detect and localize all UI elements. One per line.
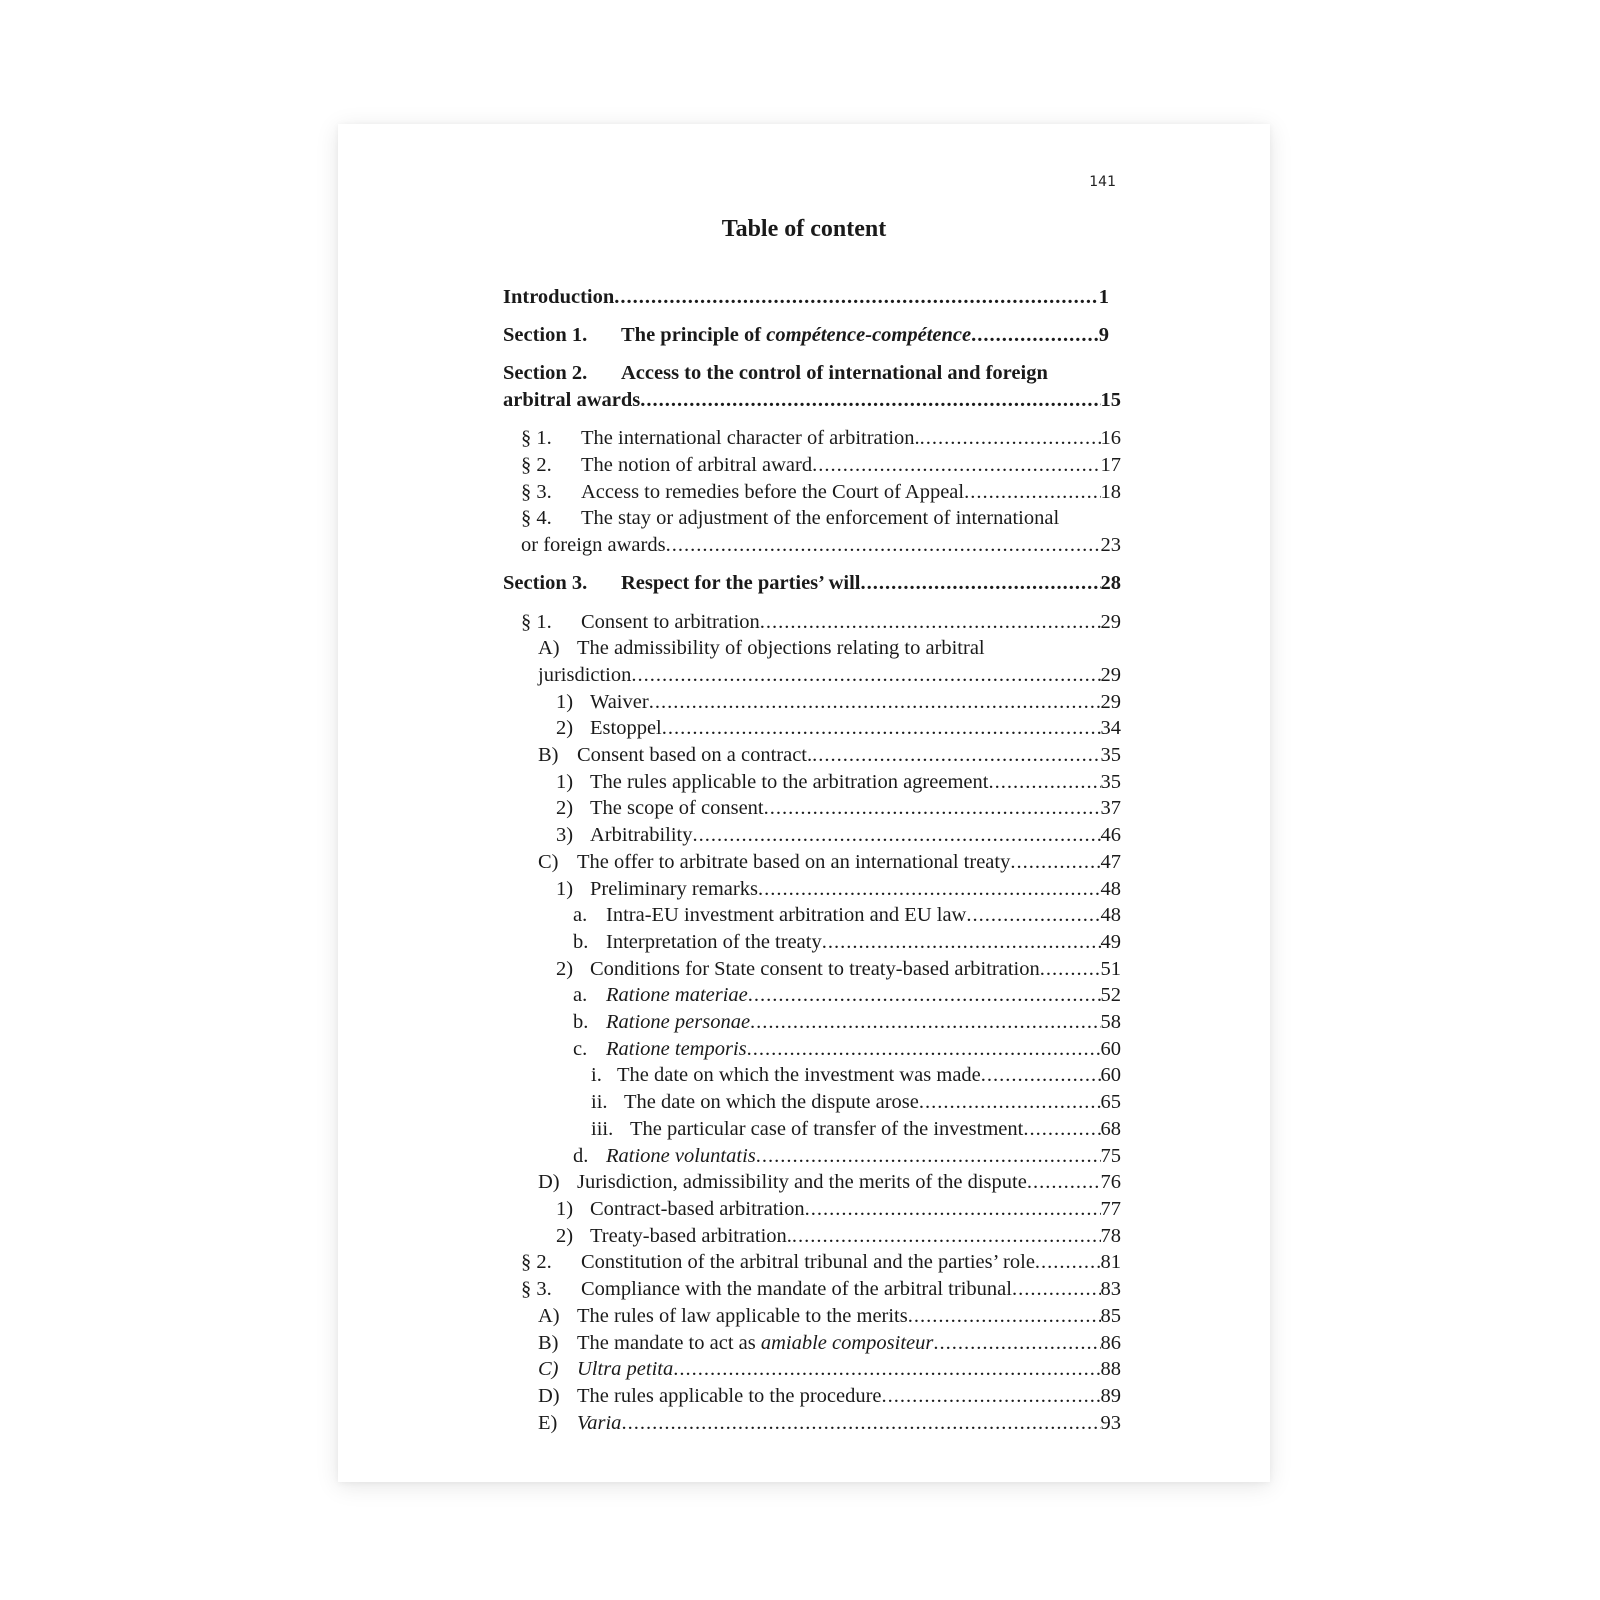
- toc-entry-title: Interpretation of the treaty: [606, 930, 822, 953]
- toc-entry-page: 48: [1100, 904, 1121, 927]
- toc-entry-number: § 1.: [521, 427, 552, 450]
- toc-entry-number: § 4.: [521, 507, 552, 530]
- dot-leader: [747, 1036, 1101, 1063]
- dot-leader: [988, 769, 1100, 796]
- dot-leader: [1027, 1169, 1101, 1196]
- toc-entry-page: 81: [1100, 1251, 1121, 1274]
- toc-entry-page: 49: [1100, 930, 1121, 953]
- toc-entry-s3-p1-c-2-c-ii[interactable]: [503, 1089, 1121, 1116]
- toc-entry-title: Respect for the parties’ will: [621, 572, 861, 595]
- toc-entry-page: 34: [1100, 717, 1121, 740]
- toc-entry-page: 48: [1100, 877, 1121, 900]
- dot-leader: [760, 609, 1101, 636]
- toc-entry-page: 35: [1100, 770, 1121, 793]
- toc-entry-number: § 2.: [521, 1251, 552, 1274]
- dot-leader: [640, 387, 1100, 414]
- toc-entry-title: The stay or adjustment of the enforcement of international: [581, 507, 1060, 530]
- dot-leader: [882, 1383, 1101, 1410]
- toc-entry-section-3[interactable]: [503, 570, 1121, 597]
- dot-leader: [1010, 849, 1100, 876]
- toc-entry-title: The principle of: [621, 324, 767, 347]
- toc-entry-s3-par-1[interactable]: [503, 609, 1121, 636]
- dot-leader: [971, 322, 1099, 349]
- toc-entry-page: 93: [1100, 1411, 1121, 1434]
- toc-entry-s3-p3-a[interactable]: [503, 1303, 1121, 1330]
- toc-entry-s3-p1-c-1-b[interactable]: [503, 929, 1121, 956]
- toc-entry-page: 85: [1100, 1304, 1121, 1327]
- toc-entry-number: Section 1.: [503, 324, 588, 347]
- toc-entry-title: Jurisdiction, admissibility and the merits of the dispute: [577, 1171, 1027, 1194]
- toc-entry-number: § 3.: [521, 1278, 552, 1301]
- toc-entry-s3-p1-a[interactable]: [503, 635, 1121, 688]
- toc-entry-title-continued: arbitral awards: [503, 389, 641, 412]
- dot-leader: [964, 479, 1100, 506]
- toc-entry-title: The mandate to act as: [577, 1331, 761, 1354]
- toc-entry-number: D): [538, 1384, 560, 1407]
- toc-entry-number: Section 3.: [503, 572, 588, 595]
- toc-entry-title: The international character of arbitration.: [581, 427, 920, 450]
- toc-entry-page: 46: [1100, 824, 1121, 847]
- toc-entry-number: A): [538, 637, 560, 660]
- toc-entry-s3-p1-d[interactable]: [503, 1169, 1121, 1196]
- toc-entry-s3-p1-c-2-d[interactable]: [503, 1143, 1121, 1170]
- dot-leader: [750, 1009, 1100, 1036]
- toc-entry-number: B): [538, 744, 559, 767]
- toc-entry-page: 1: [1098, 286, 1109, 308]
- toc-entry-number: 1): [556, 690, 574, 713]
- dot-leader: [621, 1410, 1100, 1437]
- toc-entry-s3-p1-b-3[interactable]: [503, 822, 1121, 849]
- dot-leader: [692, 822, 1100, 849]
- toc-entry-s3-p1-d-1[interactable]: [503, 1196, 1121, 1223]
- dot-leader: [792, 1223, 1101, 1250]
- toc-entry-title: Waiver: [590, 690, 649, 713]
- toc-entry-title: Access to the control of international and foreign: [621, 362, 1048, 385]
- toc-entry-page: 52: [1100, 984, 1121, 1007]
- toc-entry-number: 2): [556, 717, 574, 740]
- toc-entry-number: E): [538, 1411, 558, 1434]
- toc-entry-introduction[interactable]: [503, 284, 1121, 311]
- dot-leader: [933, 1330, 1100, 1357]
- toc-entry-page: 76: [1100, 1171, 1121, 1194]
- toc-entry-page: 17: [1100, 454, 1121, 477]
- toc-entry-title: Constitution of the arbitral tribunal and the parties’ role: [581, 1251, 1035, 1274]
- toc-entry-page: 28: [1100, 572, 1121, 595]
- toc-entry-s3-p1-a-1[interactable]: [503, 689, 1121, 716]
- toc-entry-title-italic: Ratione personae: [606, 1011, 751, 1034]
- toc-entry-page: 89: [1100, 1384, 1121, 1407]
- toc-entry-title: Estoppel: [590, 717, 662, 740]
- toc-entry-title: The rules applicable to the procedure: [577, 1384, 882, 1407]
- toc-entry-s2-par-2[interactable]: [503, 452, 1121, 479]
- toc-entry-title-italic: Ultra petita: [577, 1358, 674, 1381]
- toc-entry-number: a.: [573, 984, 588, 1007]
- toc-entry-number: 1): [556, 1198, 574, 1220]
- toc-entry-s3-p3-d[interactable]: [503, 1383, 1121, 1410]
- toc-entry-number: A): [538, 1304, 560, 1327]
- document-page: [338, 124, 1270, 1482]
- toc-entry-title: Compliance with the mandate of the arbitral tribunal: [581, 1278, 1012, 1301]
- toc-entry-page: 58: [1100, 1011, 1121, 1034]
- toc-entry-title: The rules applicable to the arbitration agreement: [590, 770, 989, 793]
- toc-entry-title: The admissibility of objections relating to arbitral: [577, 637, 985, 660]
- toc-entry-page: 78: [1100, 1224, 1121, 1247]
- toc-entry-page: 51: [1100, 957, 1121, 980]
- toc-entry-page: 9: [1098, 324, 1109, 347]
- toc-entry-section-2[interactable]: [503, 360, 1121, 413]
- dot-leader: [908, 1303, 1101, 1330]
- toc-entry-s3-p3-e[interactable]: [503, 1410, 1121, 1437]
- page-number: 141: [1089, 174, 1116, 190]
- toc-entry-s3-p1-b-1[interactable]: [503, 769, 1121, 796]
- toc-entry-title-italic: Ratione voluntatis: [606, 1144, 756, 1167]
- toc-entry-page: 47: [1100, 850, 1121, 873]
- toc-entry-section-1[interactable]: [503, 322, 1121, 349]
- toc-entry-number: § 1.: [521, 610, 552, 633]
- dot-leader: [981, 1062, 1101, 1089]
- toc-entry-title-continued: or foreign awards: [521, 534, 666, 557]
- dot-leader: [1035, 1249, 1101, 1276]
- toc-entry-title-italic: compétence-compétence: [766, 324, 972, 347]
- toc-entry-number: § 3.: [521, 480, 552, 503]
- toc-entry-s2-par-1[interactable]: [503, 425, 1121, 452]
- toc-entry-s3-p1-a-2[interactable]: [503, 715, 1121, 742]
- dot-leader: [822, 929, 1101, 956]
- toc-entry-page: 37: [1100, 797, 1121, 820]
- toc-entry-page: 88: [1100, 1358, 1121, 1381]
- toc-entry-title: Consent based on a contract.: [577, 744, 813, 767]
- toc-entry-s3-p1-c-2-c-i[interactable]: [503, 1062, 1121, 1089]
- toc-entry-title: The date on which the dispute arose: [624, 1091, 919, 1114]
- toc-entry-s2-par-3[interactable]: [503, 479, 1121, 506]
- toc-entry-title: Access to remedies before the Court of Appeal: [581, 480, 965, 503]
- dot-leader: [764, 795, 1101, 822]
- toc-entry-page: 86: [1100, 1331, 1121, 1354]
- toc-entry-number: b.: [573, 1011, 589, 1034]
- toc-entry-title: Consent to arbitration: [581, 610, 760, 633]
- dot-leader: [860, 570, 1100, 597]
- toc-entry-title-italic: Ratione temporis: [606, 1037, 747, 1060]
- dot-leader: [756, 1143, 1101, 1170]
- toc-entry-page: 75: [1100, 1144, 1121, 1167]
- dot-leader: [758, 876, 1101, 903]
- toc-entry-title-italic: amiable compositeur: [760, 1331, 934, 1354]
- toc-entry-s3-p1-c-1[interactable]: [503, 876, 1121, 903]
- dot-leader: [1040, 956, 1101, 983]
- toc-entry-page: 68: [1100, 1117, 1121, 1140]
- toc-entry-title: Intra-EU investment arbitration and EU law: [606, 904, 967, 927]
- toc-entry-number: a.: [573, 904, 588, 927]
- toc-entry-s3-p1-b-2[interactable]: [503, 795, 1121, 822]
- toc-entry-title: Conditions for State consent to treaty-based arbitration: [590, 957, 1040, 980]
- dot-leader: [966, 902, 1100, 929]
- toc-entry-title: Introduction: [503, 286, 615, 308]
- toc-entry-number: Section 2.: [503, 362, 588, 385]
- toc-entry-number: 1): [556, 877, 574, 900]
- toc-entry-page: 29: [1100, 610, 1121, 633]
- toc-entry-s3-p1-c-2[interactable]: [503, 956, 1121, 983]
- dot-leader: [631, 662, 1100, 689]
- toc-entry-title: The particular case of transfer of the investment: [630, 1117, 1024, 1140]
- toc-entry-title: Arbitrability: [590, 824, 693, 847]
- toc-entry-s3-p3-b[interactable]: [503, 1330, 1121, 1357]
- toc-entry-page: 15: [1100, 389, 1121, 412]
- toc-entry-title: Preliminary remarks: [590, 877, 758, 900]
- toc-entry-number: i.: [591, 1064, 602, 1087]
- dot-leader: [673, 1356, 1100, 1383]
- toc-entry-page: 29: [1100, 663, 1121, 686]
- toc-entry-s3-p1-c-2-b[interactable]: [503, 1009, 1121, 1036]
- toc-entry-page: 18: [1100, 480, 1121, 503]
- toc-entry-number: c.: [573, 1037, 588, 1060]
- dot-leader: [1023, 1116, 1100, 1143]
- toc-entry-page: 60: [1100, 1037, 1121, 1060]
- toc-entry-number: d.: [573, 1144, 589, 1167]
- toc-entry-s3-par-3[interactable]: [503, 1276, 1121, 1303]
- toc-entry-page: 16: [1100, 427, 1121, 450]
- toc-entry-s3-p1-c-2-a[interactable]: [503, 982, 1121, 1009]
- toc-entry-s3-p3-c[interactable]: [503, 1356, 1121, 1383]
- dot-leader: [662, 715, 1101, 742]
- dot-leader: [920, 425, 1101, 452]
- toc-entry-number: b.: [573, 930, 589, 953]
- dot-leader: [614, 284, 1098, 311]
- toc-entry-title-continued: jurisdiction: [538, 663, 632, 686]
- toc-entry-number: 3): [556, 824, 574, 847]
- toc-entry-number: C): [538, 1358, 559, 1381]
- toc-entry-s3-par-2[interactable]: [503, 1249, 1121, 1276]
- page-title: Table of content: [721, 216, 887, 242]
- toc-entry-title: The notion of arbitral award: [581, 454, 813, 477]
- toc-entry-number: § 2.: [521, 454, 552, 477]
- dot-leader: [1012, 1276, 1101, 1303]
- toc-entry-s3-p1-c[interactable]: [503, 849, 1121, 876]
- toc-entry-title-italic: Varia: [577, 1411, 622, 1434]
- toc-entry-page: 35: [1100, 744, 1121, 767]
- toc-entry-title: The scope of consent: [590, 797, 764, 820]
- toc-entry-title: The offer to arbitrate based on an international treaty: [577, 850, 1011, 873]
- dot-leader: [666, 532, 1101, 559]
- toc-entry-title: The date on which the investment was made: [617, 1064, 981, 1087]
- dot-leader: [812, 742, 1100, 769]
- toc-entry-number: C): [538, 850, 559, 873]
- toc-entry-s3-p1-c-2-c-iii[interactable]: [503, 1116, 1121, 1143]
- dot-leader: [748, 982, 1101, 1009]
- toc-entry-number: D): [538, 1171, 560, 1194]
- toc-entry-s2-par-4[interactable]: [503, 505, 1121, 558]
- toc-entry-page: 83: [1100, 1278, 1121, 1301]
- toc-entry-title-italic: Ratione materiae: [606, 984, 748, 1007]
- dot-leader: [919, 1089, 1101, 1116]
- dot-leader: [812, 452, 1100, 479]
- toc-entry-number: 2): [556, 1224, 574, 1247]
- toc-entry-page: 65: [1100, 1091, 1121, 1114]
- table-of-contents: [503, 284, 1121, 1436]
- toc-entry-title: The rules of law applicable to the merits: [577, 1304, 908, 1327]
- toc-entry-s3-p1-b[interactable]: [503, 742, 1121, 769]
- toc-entry-page: 29: [1100, 690, 1121, 713]
- toc-entry-number: iii.: [591, 1117, 614, 1140]
- toc-entry-number: ii.: [591, 1091, 608, 1114]
- toc-entry-s3-p1-c-1-a[interactable]: [503, 902, 1121, 929]
- toc-entry-number: B): [538, 1331, 559, 1354]
- dot-leader: [649, 689, 1101, 716]
- toc-entry-title: Contract-based arbitration: [590, 1198, 805, 1220]
- toc-entry-number: 2): [556, 957, 574, 980]
- toc-entry-title: Treaty-based arbitration.: [590, 1224, 792, 1247]
- toc-entry-s3-p1-d-2[interactable]: [503, 1223, 1121, 1250]
- toc-entry-s3-p1-c-2-c[interactable]: [503, 1036, 1121, 1063]
- dot-leader: [805, 1196, 1101, 1223]
- toc-entry-page: 23: [1100, 534, 1121, 557]
- toc-entry-page: 77: [1100, 1198, 1121, 1220]
- toc-entry-page: 60: [1100, 1064, 1121, 1087]
- toc-entry-number: 2): [556, 797, 574, 820]
- toc-entry-number: 1): [556, 770, 574, 793]
